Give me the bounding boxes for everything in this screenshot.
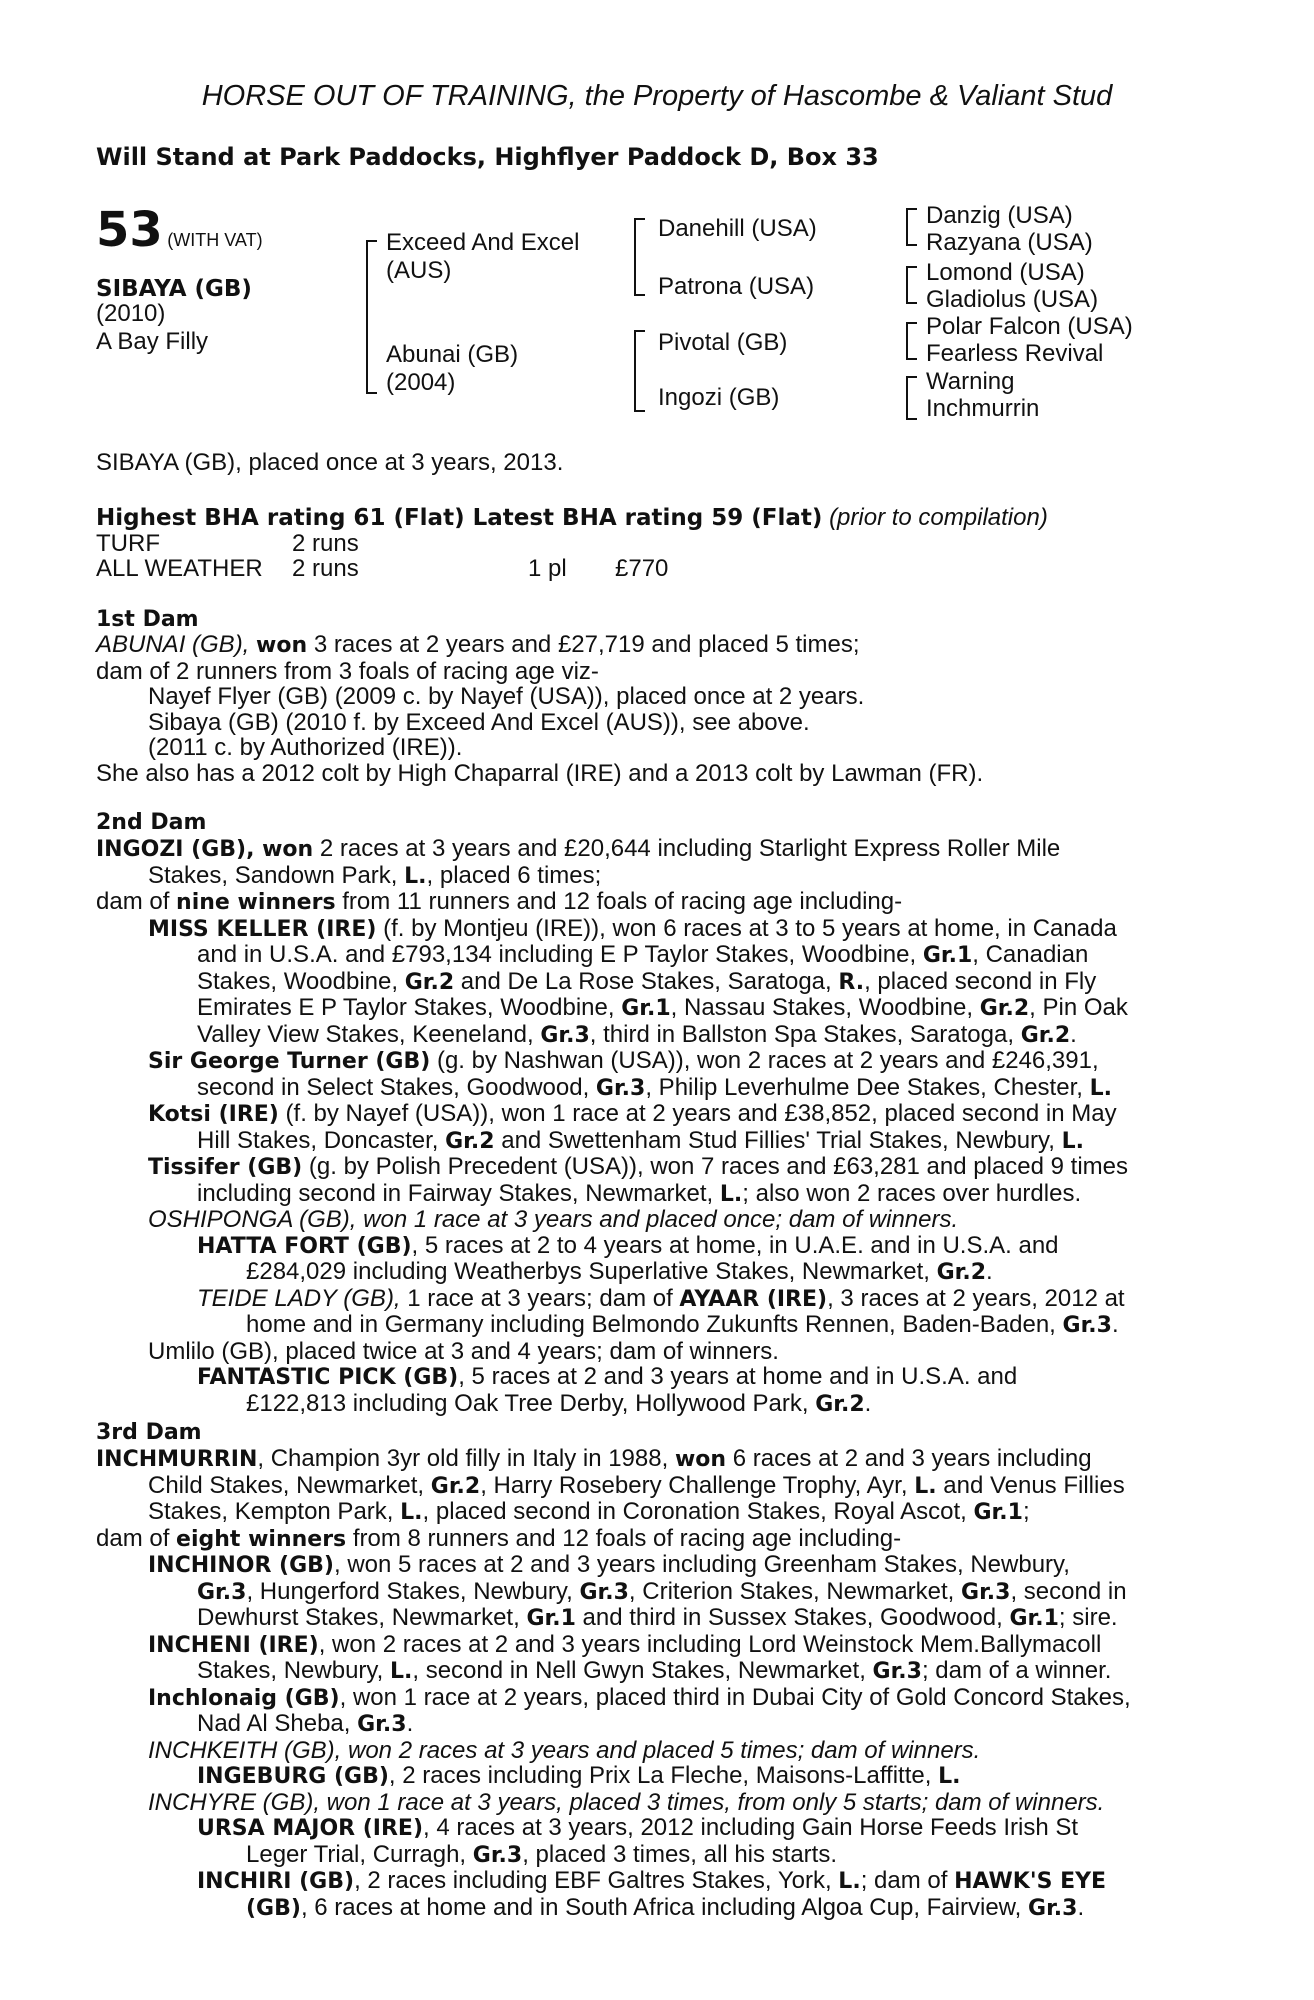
dam-name: Abunai (GB) (386, 341, 519, 368)
race-text: , Canadian (972, 941, 1089, 968)
grade-badge: Gr.3 (1062, 1313, 1112, 1338)
produce-line (96, 1364, 1128, 1391)
race-text: ; (1022, 1498, 1030, 1525)
listed-badge: L. (400, 1500, 423, 1525)
produce-line (96, 1181, 1128, 1208)
race-text: and Venus Fillies (936, 1471, 1125, 1499)
aw-runs: 2 runs (292, 555, 359, 582)
race-text: , placed second in Coronation Stakes, Royal Ascot, (422, 1498, 974, 1525)
produce-line (96, 1895, 1131, 1922)
produce-name: INCHIRI (GB) (197, 1869, 355, 1894)
grade-badge: Gr.1 (1009, 1606, 1059, 1631)
sire-country: (AUS) (386, 257, 452, 284)
listed-badge: L. (719, 1181, 743, 1207)
aw-placings: 1 pl (528, 555, 567, 582)
won-bold: , won (246, 837, 314, 862)
pedigree-brace-ggp1 (906, 208, 917, 246)
produce-line: (2011 c. by Authorized (IRE)). (148, 734, 463, 761)
grade-badge: Gr.2 (404, 969, 455, 995)
race-text: , 2 races including Prix La Fleche, Maisons-Laffitte, (388, 1762, 939, 1789)
produce-line (96, 916, 1128, 943)
race-text: (g. by Polish Precedent (USA)), won 7 races and £63,281 and placed 9 times (302, 1153, 1129, 1180)
pedigree-brace-main (366, 240, 377, 394)
race-text: dam of (96, 1524, 177, 1552)
first-dam-heading: 1st Dam (96, 607, 199, 632)
race-text: Emirates E P Taylor Stakes, Woodbine, (197, 994, 622, 1021)
race-text: , 4 races at 3 years, 2012 including Gain Horse Feeds Irish St (423, 1814, 1079, 1841)
produce-line: INCHYRE (GB), won 1 race at 3 years, placed 3 times, from only 5 starts; dam of winners. (148, 1788, 1105, 1816)
race-text: . (406, 1710, 414, 1737)
race-text: ; also won 2 races over hurdles. (742, 1179, 1082, 1207)
race-text: , 6 races at home and in South Africa including Algoa Cup, Fairview, (300, 1893, 1029, 1921)
race-text: , placed second in Fly (864, 967, 1097, 995)
race-text: 1 race at 3 years; dam of (400, 1284, 680, 1312)
dam-name-italic: ABUNAI (GB), (96, 631, 250, 658)
produce-line (96, 1711, 1131, 1738)
produce-name: Inchlonaig (GB) (148, 1685, 340, 1711)
produce-line (96, 1632, 1131, 1659)
won-bold: won (674, 1447, 727, 1472)
race-record: 2 races at 3 years and £20,644 including Starlight Express Roller Mile (313, 835, 1061, 862)
listed-badge: L. (389, 1659, 413, 1684)
pedigree-brace-ggp4 (906, 376, 917, 420)
race-text: Dewhurst Stakes, Newmarket, (197, 1604, 527, 1631)
pedigree-brace-dam (634, 330, 645, 412)
race-text: , second in Nell Gwyn Stakes, Newmarket, (412, 1657, 873, 1684)
race-text: Stakes, Kempton Park, (148, 1498, 401, 1525)
race-text: . (864, 1389, 872, 1417)
aw-prize: £770 (615, 555, 669, 582)
turf-runs: 2 runs (292, 530, 359, 557)
race-text: Stakes, Woodbine, (197, 967, 405, 995)
produce-name: Sir George Turner (GB) (148, 1049, 431, 1074)
race-text: from 8 runners and 12 foals of racing age including- (346, 1524, 902, 1552)
produce-line (96, 1259, 1128, 1286)
race-text: , 2 races including EBF Galtres Stakes, York, (354, 1867, 839, 1894)
produce-line (96, 995, 1128, 1022)
race-text: , Nassau Stakes, Woodbine, (670, 994, 980, 1021)
race-text: and De La Rose Stakes, Saratoga, (454, 967, 839, 995)
first-dam-line: She also has a 2012 colt by High Chaparral (IRE) and a 2013 colt by Lawman (FR). (96, 759, 984, 787)
grade-badge: Gr.3 (472, 1842, 523, 1868)
produce-name: MISS KELLER (IRE) (148, 916, 377, 942)
race-text: , Philip Leverhulme Dee Stakes, Chester, (645, 1073, 1090, 1101)
produce-name: Kotsi (IRE) (148, 1102, 279, 1127)
horse-name: SIBAYA (GB) (96, 276, 252, 302)
listed-badge: L. (404, 863, 427, 889)
race-summary: SIBAYA (GB), placed once at 3 years, 2013. (96, 449, 564, 476)
produce-line (96, 1868, 1131, 1895)
rating-note: (prior to compilation) (829, 504, 1048, 531)
produce-line (96, 1128, 1128, 1155)
aw-label: ALL WEATHER (96, 555, 263, 582)
third-dam-line (96, 1473, 1131, 1500)
sire-dam: Patrona (USA) (658, 273, 815, 300)
race-text: and third in Sussex Stakes, Goodwood, (575, 1604, 1010, 1631)
race-text: Hill Stakes, Doncaster, (197, 1126, 446, 1154)
race-text: , 3 races at 2 years, 2012 at (827, 1284, 1125, 1312)
race-text: including second in Fairway Stakes, Newmarket, (197, 1179, 720, 1207)
grade-badge: Gr.3 (872, 1659, 922, 1684)
race-text: (f. by Montjeu (IRE)), won 6 races at 3 to 5 years at home, in Canada (376, 914, 1117, 942)
horse-description: A Bay Filly (96, 328, 209, 355)
lot-number: 53 (96, 202, 163, 258)
lot-number-block (96, 202, 263, 258)
pedigree-brace-ggp3 (906, 322, 917, 360)
grade-badge: Gr.3 (595, 1075, 646, 1101)
race-text: . (1077, 1893, 1085, 1921)
listed-badge: L. (1061, 1128, 1084, 1154)
race-text: ; sire. (1058, 1604, 1118, 1631)
produce-line (96, 1605, 1131, 1632)
produce-line (96, 969, 1128, 996)
race-text: and Swettenham Stud Fillies' Trial Stakes, Newbury, (494, 1126, 1062, 1154)
race-text: , 5 races at 2 to 4 years at home, in U.A.E. and in U.S.A. and (411, 1231, 1059, 1259)
listed-badge: L. (838, 1869, 861, 1894)
grade-badge: Gr.3 (961, 1579, 1011, 1605)
grade-badge: Gr.2 (445, 1128, 495, 1154)
produce-line (96, 1685, 1131, 1712)
dam-dam: Ingozi (GB) (658, 384, 780, 411)
ggp-5: Polar Falcon (USA) (926, 313, 1133, 340)
ggp-6: Fearless Revival (926, 340, 1104, 367)
grade-badge: Gr.2 (936, 1260, 987, 1285)
produce-line (96, 1101, 1128, 1128)
race-text: , Pin Oak (1029, 994, 1128, 1021)
race-text: Nad Al Sheba, (197, 1710, 358, 1737)
produce-line (96, 1815, 1131, 1842)
race-text: Stakes, Newbury, (197, 1657, 390, 1684)
grade-badge: Gr.1 (922, 943, 973, 968)
dam-year: (2004) (386, 369, 456, 396)
grade-badge: Gr.1 (621, 996, 671, 1021)
produce-name: HAWK'S EYE (954, 1869, 1107, 1894)
race-text: , third in Ballston Spa Stakes, Saratoga, (589, 1020, 1021, 1048)
bha-rating-text: Highest BHA rating 61 (Flat) Latest BHA rating 59 (Flat) (96, 505, 823, 531)
produce-line (96, 1579, 1131, 1606)
ggp-2: Razyana (USA) (926, 229, 1093, 256)
race-text: from 11 runners and 12 foals of racing age including- (335, 888, 903, 915)
produce-line (96, 1658, 1131, 1685)
race-text: . (1070, 1020, 1077, 1048)
second-dam-section (96, 836, 1128, 1417)
produce-line: Nayef Flyer (GB) (2009 c. by Nayef (USA)), placed once at 2 years. (148, 683, 865, 710)
race-text: , placed 3 times, all his starts. (522, 1840, 838, 1868)
won-bold: won (256, 633, 308, 658)
race-text: ; dam of (860, 1867, 955, 1894)
grade-badge: Gr.1 (526, 1606, 576, 1631)
third-dam-section (96, 1446, 1131, 1921)
winners-count: eight winners (176, 1526, 347, 1552)
first-dam-line: dam of 2 runners from 3 foals of racing age viz- (96, 657, 599, 685)
grade-badge: Gr.2 (1020, 1022, 1071, 1048)
produce-line: Sibaya (GB) (2010 f. by Exceed And Excel (AUS)), see above. (148, 708, 810, 736)
second-dam-line (96, 863, 1128, 890)
produce-line: Umlilo (GB), placed twice at 3 and 4 years; dam of winners. (148, 1337, 779, 1365)
ggp-8: Inchmurrin (926, 395, 1040, 422)
produce-line (96, 1048, 1128, 1075)
produce-name: HATTA FORT (GB) (197, 1233, 412, 1259)
produce-line (96, 1842, 1131, 1869)
produce-name: FANTASTIC PICK (GB) (197, 1365, 459, 1390)
second-dam-heading: 2nd Dam (96, 810, 207, 835)
listed-badge: L. (1089, 1075, 1112, 1101)
produce-line (96, 1552, 1131, 1579)
ggp-7: Warning (926, 368, 1015, 395)
race-text: dam of (96, 888, 177, 915)
pedigree-brace-ggp2 (906, 266, 917, 304)
listed-badge: L. (914, 1473, 937, 1499)
produce-line (96, 1154, 1128, 1181)
race-text: £122,813 including Oak Tree Derby, Hollywood Park, (246, 1389, 816, 1417)
ggp-3: Lomond (USA) (926, 259, 1085, 286)
race-text: Valley View Stakes, Keeneland, (197, 1020, 541, 1048)
race-text: , Champion 3yr old filly in Italy in 1988, (257, 1445, 675, 1472)
grade-badge: Gr.3 (357, 1712, 407, 1737)
pedigree-brace-sire (634, 218, 645, 296)
grade-badge: Gr.3 (1028, 1895, 1078, 1921)
vat-note: (WITH VAT) (167, 230, 263, 250)
sire-name: Exceed And Excel (386, 229, 580, 256)
ggp-1: Danzig (USA) (926, 202, 1073, 229)
race-text: , Harry Rosebery Challenge Trophy, Ayr, (480, 1471, 915, 1499)
dam-sire: Pivotal (GB) (658, 329, 788, 356)
race-record: 3 races at 2 years and £27,719 and placed 5 times; (313, 631, 860, 658)
race-text: , won 5 races at 2 and 3 years including Greenham Stakes, Newbury, (334, 1551, 1070, 1578)
race-text: , Criterion Stakes, Newmarket, (628, 1577, 962, 1605)
grade-badge: Gr.3 (579, 1579, 629, 1605)
race-text: second in Select Stakes, Goodwood, (197, 1073, 596, 1101)
listed-badge: L. (938, 1764, 961, 1789)
bha-rating (96, 504, 1048, 532)
race-text: 6 races at 2 and 3 years including (726, 1445, 1092, 1472)
produce-line (96, 1022, 1128, 1049)
ggp-4: Gladiolus (USA) (926, 286, 1099, 313)
race-text: Stakes, Sandown Park, (148, 861, 405, 889)
produce-name: URSA MAJOR (IRE) (197, 1816, 424, 1841)
produce-name: AYAAR (IRE) (679, 1286, 828, 1312)
race-text: £284,029 including Weatherbys Superlative Stakes, Newmarket, (246, 1258, 937, 1285)
race-text: , second in (1010, 1577, 1127, 1605)
third-dam-line (96, 1446, 1131, 1473)
produce-line (96, 1286, 1128, 1313)
race-text: , Hungerford Stakes, Newbury, (246, 1577, 580, 1605)
second-dam-line (96, 889, 1128, 916)
produce-line (96, 1763, 1131, 1790)
sire-sire: Danehill (USA) (658, 215, 817, 242)
dam-name: INGOZI (GB) (96, 837, 247, 862)
race-text: , won 1 race at 2 years, placed third in Dubai City of Gold Concord Stakes, (339, 1683, 1131, 1711)
grade-badge: Gr.2 (430, 1473, 481, 1499)
race-text: , placed 6 times; (426, 861, 602, 889)
race-text: Leger Trial, Curragh, (246, 1840, 473, 1868)
race-text: (g. by Nashwan (USA)), won 2 races at 2 years and £246,391, (430, 1047, 1099, 1074)
produce-line (96, 942, 1128, 969)
produce-name: (GB) (246, 1895, 301, 1921)
restricted-badge: R. (838, 969, 865, 995)
second-dam-line (96, 836, 1128, 863)
produce-line: INCHKEITH (GB), won 2 races at 3 years and placed 5 times; dam of winners. (148, 1736, 981, 1764)
produce-name: INCHENI (IRE) (148, 1632, 319, 1658)
grade-badge: Gr.2 (815, 1391, 865, 1417)
winners-count: nine winners (176, 890, 336, 915)
race-text: , 5 races at 2 and 3 years at home and in U.S.A. and (458, 1363, 1018, 1390)
first-dam-section (96, 632, 983, 786)
grade-badge: Gr.3 (540, 1022, 590, 1048)
produce-name-italic: TEIDE LADY (GB), (197, 1284, 401, 1312)
stand-location: Will Stand at Park Paddocks, Highflyer Paddock D, Box 33 (96, 143, 879, 171)
turf-label: TURF (96, 530, 160, 557)
grade-badge: Gr.3 (197, 1579, 247, 1605)
produce-name: Tissifer (GB) (148, 1155, 303, 1180)
dam-name: INCHMURRIN (96, 1447, 258, 1472)
race-text: (f. by Nayef (USA)), won 1 race at 2 years and £38,852, placed second in May (278, 1100, 1117, 1127)
grade-badge: Gr.1 (973, 1500, 1023, 1525)
third-dam-heading: 3rd Dam (96, 1420, 202, 1445)
race-text: home and in Germany including Belmondo Zukunfts Rennen, Baden-Baden, (246, 1311, 1063, 1338)
horse-year: (2010) (96, 300, 166, 327)
race-text: and in U.S.A. and £793,134 including E P Taylor Stakes, Woodbine, (197, 941, 923, 968)
produce-name: INGEBURG (GB) (197, 1764, 389, 1789)
third-dam-line (96, 1499, 1131, 1526)
third-dam-line (96, 1526, 1131, 1553)
produce-line (96, 1233, 1128, 1260)
race-text: . (1111, 1311, 1119, 1338)
produce-line (96, 1075, 1128, 1102)
page-title: HORSE OUT OF TRAINING, the Property of Hascombe & Valiant Stud (201, 80, 1113, 112)
race-text: Child Stakes, Newmarket, (148, 1471, 431, 1499)
produce-line: OSHIPONGA (GB), won 1 race at 3 years and placed once; dam of winners. (148, 1206, 959, 1233)
produce-line (96, 1391, 1128, 1418)
race-text: , won 2 races at 2 and 3 years including Lord Weinstock Mem.Ballymacoll (318, 1630, 1102, 1658)
produce-name: INCHINOR (GB) (148, 1553, 334, 1578)
first-dam-line (96, 632, 983, 659)
race-text: . (986, 1258, 993, 1285)
race-text: ; dam of a winner. (921, 1657, 1112, 1684)
grade-badge: Gr.2 (979, 996, 1030, 1021)
produce-line (96, 1312, 1128, 1339)
